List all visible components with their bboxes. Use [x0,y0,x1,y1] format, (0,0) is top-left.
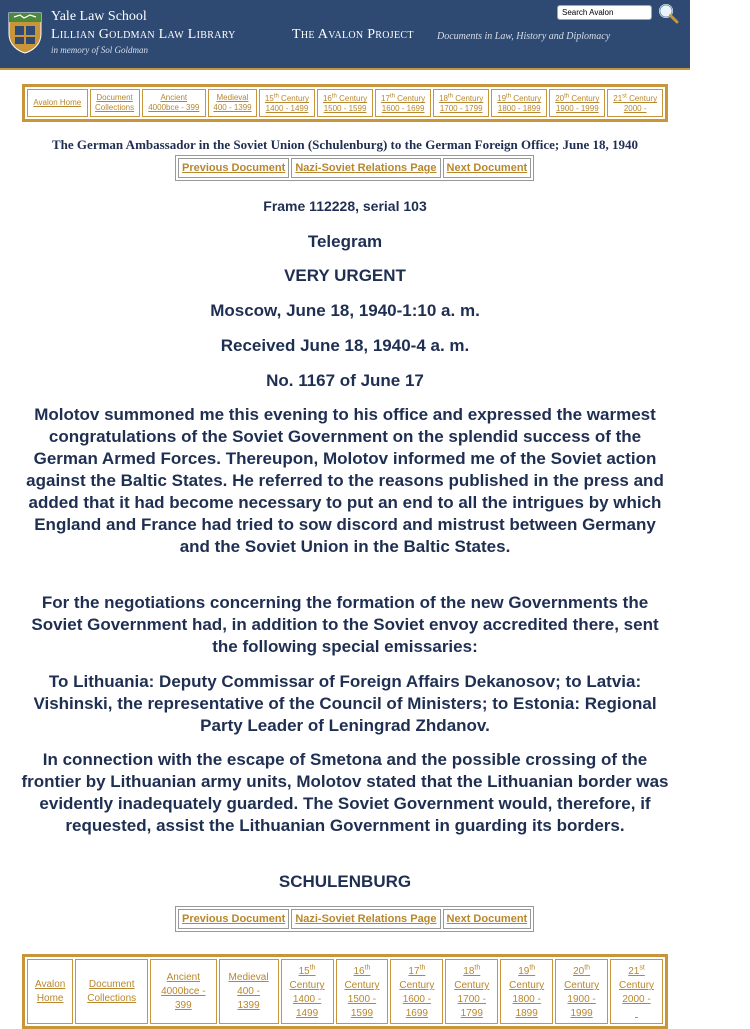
signature: SCHULENBURG [278,872,412,891]
nav-century-21[interactable]: 21st Century 2000 - [610,959,663,1024]
search-icon[interactable] [657,2,679,24]
library-name[interactable]: Lillian Goldman Law Library [51,27,236,42]
nav-century-20[interactable]: 20th Century 1900 - 1999 [555,959,608,1024]
memorial-line: in memory of Sol Goldman [51,45,148,55]
received-line: Received June 18, 1940-4 a. m. [220,336,470,355]
document-nav-top [175,155,534,181]
collection-page-link[interactable]: Nazi-Soviet Relations Page [295,913,437,925]
nav-medieval[interactable]: Medieval 400 - 1399 [208,89,257,117]
nav-century-19[interactable]: 19th Century 1800 - 1899 [500,959,553,1024]
nav-avalon-home[interactable]: Avalon Home [27,959,73,1024]
body-paragraph: Molotov summoned me this evening to his office and expressed the warmest congratulations of the Soviet Government on the splendid success of the German Armed Forces. Thereupon, Molotov informed me of the Soviet action against the Baltic States. He referred to the reasons published in the press and added that it had become necessary to put an end to all the intrigues by which England and France had tried to sow discord and mistrust between Germany and the Soviet Union in the Baltic States. [26,405,664,556]
school-name[interactable]: Yale Law School [51,9,147,24]
document-nav-bottom [175,906,534,932]
search-input[interactable] [557,5,652,20]
era-nav-top [22,84,668,122]
previous-document-link[interactable]: Previous Document [182,162,286,174]
nav-century-15[interactable]: 15th Century 1400 - 1499 [281,959,334,1024]
era-nav-bottom [22,954,668,1029]
project-tagline: Documents in Law, History and Diplomacy [437,31,611,42]
dateline: Moscow, June 18, 1940-1:10 a. m. [210,301,480,320]
nav-document-collections[interactable]: Document Collections [75,959,148,1024]
nav-century-18[interactable]: 18th Century 1700 - 1799 [445,959,498,1024]
body-paragraph: To Lithuania: Deputy Commissar of Foreign Affairs Dekanosov; to Latvia: Vishinski, the representative of the Council of Ministers; to Estonia: Regional Party Leader of Leningrad Zhdanov. [33,672,657,735]
nav-avalon-home[interactable]: Avalon Home [27,89,88,117]
avalon-project-title[interactable]: The Avalon Project [292,27,414,42]
nav-century-19[interactable]: 19th Century 1800 - 1899 [491,89,547,117]
urgency-heading: VERY URGENT [284,266,406,285]
nav-ancient[interactable]: Ancient 4000bce - 399 [150,959,216,1024]
nav-medieval[interactable]: Medieval 400 - 1399 [219,959,279,1024]
nav-ancient[interactable]: Ancient 4000bce - 399 [142,89,207,117]
nav-century-18[interactable]: 18th Century 1700 - 1799 [433,89,489,117]
nav-document-collections[interactable]: Document Collections [90,89,140,117]
body-paragraph: For the negotiations concerning the formation of the new Governments the Soviet Government had, in addition to the Soviet envoy accredited there, sent the following special emissaries: [31,593,659,656]
next-document-link[interactable]: Next Document [446,162,528,174]
body-paragraph: In connection with the escape of Smetona and the possible crossing of the frontier by Lithuanian army units, Molotov stated that the Lithuanian border was evidently inadequately guarded. The Soviet Government would, therefore, if requested, assist the Lithuanian Government in guarding its borders. [21,750,669,835]
site-header [0,0,690,70]
nav-century-16[interactable]: 16th Century 1500 - 1599 [317,89,373,117]
nav-century-17[interactable]: 17th Century 1600 - 1699 [375,89,431,117]
collection-page-link[interactable]: Nazi-Soviet Relations Page [295,162,437,174]
telegram-heading: Telegram [307,232,383,251]
nav-century-17[interactable]: 17th Century 1600 - 1699 [390,959,443,1024]
next-document-link[interactable]: Next Document [446,913,528,925]
previous-document-link[interactable]: Previous Document [182,913,286,925]
document-title: The German Ambassador in the Soviet Union (Schulenburg) to the German Foreign Office; June 18, 1940 [52,137,638,152]
nav-century-20[interactable]: 20th Century 1900 - 1999 [549,89,605,117]
nav-century-15[interactable]: 15th Century 1400 - 1499 [259,89,315,117]
frame-serial: Frame 112228, serial 103 [263,198,427,214]
nav-century-21[interactable]: 21st Century 2000 - [607,89,663,117]
nav-century-16[interactable]: 16th Century 1500 - 1599 [336,959,389,1024]
yale-shield-icon[interactable] [8,12,42,54]
telegram-number: No. 1167 of June 17 [266,371,424,390]
